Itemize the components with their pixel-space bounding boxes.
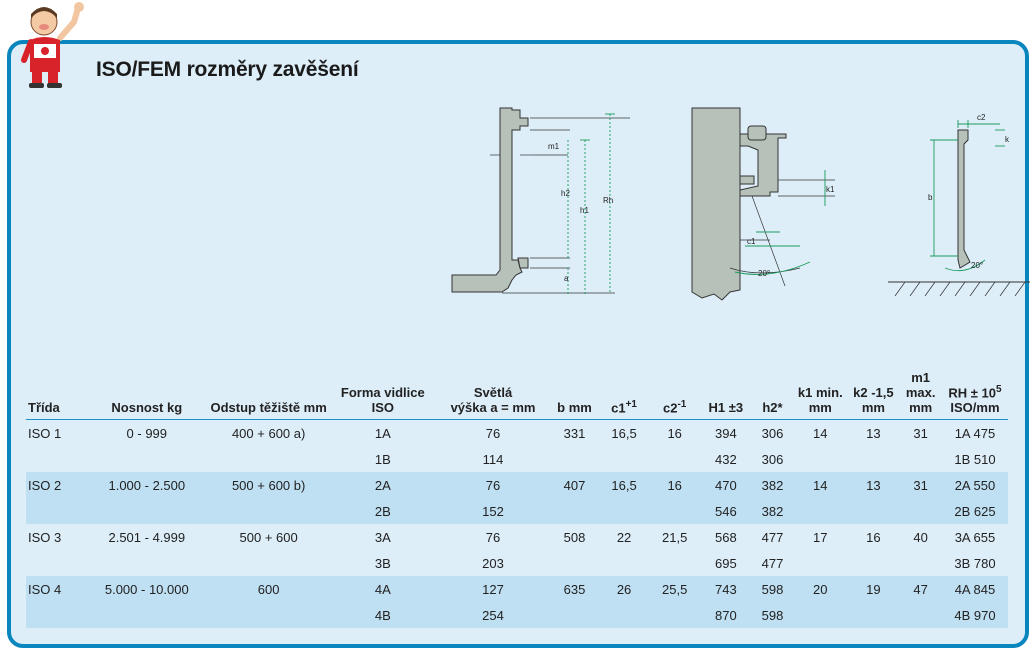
cell-m1: 31	[899, 472, 942, 498]
label-rh: Rh	[603, 196, 614, 205]
label-k1: k1	[826, 185, 835, 194]
cell-trida	[26, 498, 86, 524]
cell-k1: 17	[813, 529, 828, 545]
cell-trida	[26, 446, 86, 472]
cell-svetla: 76	[485, 425, 501, 441]
cell-h1: 743	[700, 576, 752, 602]
cell-c1: 16,5	[611, 425, 637, 441]
cell-k2	[847, 498, 899, 524]
cell-nosnost: 5.000 - 10.000	[86, 576, 207, 602]
cell-c2: 21,5	[662, 529, 688, 545]
col-header-nosnost: Nosnost kg	[111, 400, 183, 415]
cell-svetla: 76	[436, 472, 550, 498]
cell-b	[550, 498, 599, 524]
cell-m1: 47	[899, 576, 942, 602]
cell-k2	[847, 446, 899, 472]
col-header-rh-line1: RH ± 10	[948, 385, 996, 400]
cell-h1: 470	[700, 472, 752, 498]
col-header-m1-line3: mm	[909, 400, 933, 415]
cell-nosnost: 1.000 - 2.500	[86, 472, 207, 498]
col-header-forma: Forma vidlice ISO	[340, 385, 425, 415]
cell-k2: 13	[866, 425, 881, 441]
cell-h2: 477	[761, 529, 784, 545]
cell-k1	[793, 602, 847, 628]
cell-odstup	[208, 602, 330, 628]
cell-trida: ISO 4	[26, 576, 86, 602]
cell-trida	[26, 550, 86, 576]
col-header-svetla-line1: Světlá	[473, 385, 513, 400]
label-m1: m1	[548, 142, 560, 151]
cell-svetla: 76	[485, 529, 501, 545]
cell-trida	[26, 602, 86, 628]
cell-c1	[599, 498, 650, 524]
table-header-row	[26, 370, 1008, 420]
label-c1: c1	[747, 237, 756, 246]
cell-nosnost	[86, 602, 207, 628]
cell-odstup	[208, 550, 330, 576]
table-row	[26, 472, 1008, 498]
cell-odstup	[208, 498, 330, 524]
col-header-trida: Třída	[28, 400, 60, 415]
table-row	[26, 446, 1008, 472]
col-header-k2	[847, 370, 899, 420]
col-header-c1-label: c1	[611, 400, 626, 415]
cell-h1: 394	[714, 425, 737, 441]
col-header-c1	[599, 370, 650, 420]
cell-nosnost: 0 - 999	[126, 425, 168, 441]
cell-h2: 382	[752, 472, 793, 498]
cell-odstup	[208, 446, 330, 472]
page-title: ISO/FEM rozměry zavěšení	[96, 58, 359, 81]
cell-svetla: 203	[482, 555, 504, 571]
col-header-h1: H1 ±3	[708, 400, 744, 415]
cell-rh: 2B 625	[942, 498, 1008, 524]
label-c2: c2	[977, 113, 986, 122]
cell-c2	[649, 602, 700, 628]
col-header-c1-sup: +1	[625, 398, 637, 410]
carriage-side-view-diagram	[692, 108, 786, 300]
cell-odstup: 500 + 600 b)	[208, 472, 330, 498]
cell-rh: 2A 550	[942, 472, 1008, 498]
col-header-b: b mm	[557, 400, 592, 415]
cell-h2: 598	[752, 576, 793, 602]
cell-trida: ISO 1	[28, 425, 62, 441]
table-row	[26, 602, 1008, 628]
cell-forma: 3B	[374, 555, 391, 571]
cell-h2: 598	[752, 602, 793, 628]
label-a: a	[564, 274, 569, 283]
table-row	[26, 420, 1008, 447]
table-row	[26, 550, 1008, 576]
mascot-logo	[14, 0, 84, 90]
col-header-c2-label: c2	[662, 400, 678, 415]
cell-svetla: 152	[436, 498, 550, 524]
cell-svetla: 127	[436, 576, 550, 602]
cell-rh: 4B 970	[942, 602, 1008, 628]
cell-nosnost	[86, 446, 207, 472]
col-header-k2-line1: k2 -1,5	[853, 385, 894, 400]
cell-forma: 1A	[374, 425, 391, 441]
table-row	[26, 498, 1008, 524]
label-b: b	[928, 193, 933, 202]
cell-forma: 4B	[330, 602, 436, 628]
col-header-svetla-line2: výška a = mm	[450, 400, 536, 415]
cell-k1	[793, 498, 847, 524]
col-header-k2-line2: mm	[861, 400, 885, 415]
cell-h1: 432	[714, 451, 737, 467]
cell-rh: 3B 780	[954, 555, 996, 571]
cell-svetla: 114	[482, 451, 504, 467]
cell-m1	[899, 602, 942, 628]
label-angle-1: 20°	[758, 269, 771, 278]
cell-k1: 14	[793, 472, 847, 498]
cell-forma: 1B	[374, 451, 391, 467]
col-header-rh	[942, 370, 1008, 420]
cell-rh: 1B 510	[954, 451, 996, 467]
cell-k1: 20	[793, 576, 847, 602]
cell-m1	[899, 498, 942, 524]
cell-rh: 1A 475	[954, 425, 996, 441]
label-h1: h1	[580, 206, 589, 215]
cell-h2: 477	[761, 555, 784, 571]
cell-b: 407	[550, 472, 599, 498]
cell-h2: 306	[761, 451, 784, 467]
cell-trida: ISO 2	[26, 472, 86, 498]
cell-b	[550, 602, 599, 628]
cell-k1	[793, 446, 847, 472]
cell-h2: 306	[761, 425, 784, 441]
cell-forma: 2B	[330, 498, 436, 524]
col-header-svetla	[436, 370, 550, 420]
cell-c2	[649, 498, 700, 524]
label-k: k	[1005, 135, 1009, 144]
cell-m1	[899, 446, 942, 472]
cell-c2: 16	[649, 472, 700, 498]
cell-c2: 25,5	[649, 576, 700, 602]
cell-b	[550, 550, 599, 576]
cell-b: 635	[550, 576, 599, 602]
cell-k2	[847, 550, 899, 576]
col-header-m1-line2: max.	[905, 385, 936, 400]
cell-forma: 2A	[330, 472, 436, 498]
table-row	[26, 576, 1008, 602]
cell-m1	[899, 550, 942, 576]
col-header-c2	[649, 370, 700, 420]
cell-h1: 695	[714, 555, 737, 571]
cell-k2: 16	[866, 529, 881, 545]
cell-b	[550, 446, 599, 472]
cell-c2: 16	[667, 425, 682, 441]
col-header-k1-line2: mm	[808, 400, 832, 415]
cell-odstup: 400 + 600 a)	[231, 425, 306, 441]
cell-forma: 3A	[374, 529, 391, 545]
cell-c1	[599, 446, 650, 472]
cell-c1: 26	[599, 576, 650, 602]
col-header-rh-line2: ISO/mm	[950, 400, 1000, 415]
dimensions-table	[26, 370, 1008, 628]
cell-m1: 40	[913, 529, 928, 545]
label-h2: h2	[561, 189, 570, 198]
col-header-odstup: Odstup těžiště mm	[210, 400, 327, 415]
cell-h1: 870	[700, 602, 752, 628]
col-header-rh-sup: 5	[995, 383, 1002, 395]
cell-k2	[847, 602, 899, 628]
col-header-k1-line1: k1 min.	[797, 385, 843, 400]
label-angle-2: 20°	[971, 261, 984, 270]
col-header-m1-line1: m1	[911, 370, 931, 385]
cell-forma: 4A	[330, 576, 436, 602]
col-header-c2-sup: -1	[677, 398, 687, 410]
cell-c2	[649, 550, 700, 576]
cell-trida: ISO 3	[28, 529, 62, 545]
cell-c1	[599, 550, 650, 576]
cell-b: 508	[563, 529, 586, 545]
cell-rh: 3A 655	[954, 529, 996, 545]
cell-nosnost: 2.501 - 4.999	[108, 529, 186, 545]
cell-c2	[649, 446, 700, 472]
col-header-m1	[899, 370, 942, 420]
cell-h2: 382	[752, 498, 793, 524]
cell-c1	[599, 602, 650, 628]
col-header-h2: h2*	[762, 400, 783, 415]
table-row	[26, 524, 1008, 550]
cell-k1: 14	[813, 425, 828, 441]
cell-k2: 13	[847, 472, 899, 498]
fork-hook-profile-diagram	[888, 130, 1030, 282]
cell-m1: 31	[913, 425, 928, 441]
cell-svetla: 254	[436, 602, 550, 628]
cell-c1: 22	[616, 529, 632, 545]
col-header-k1	[793, 370, 847, 420]
cell-odstup: 600	[208, 576, 330, 602]
cell-nosnost	[86, 498, 207, 524]
cell-h1: 568	[714, 529, 737, 545]
cell-c1: 16,5	[599, 472, 650, 498]
cell-h1: 546	[700, 498, 752, 524]
cell-k2: 19	[847, 576, 899, 602]
cell-odstup: 500 + 600	[239, 529, 298, 545]
cell-nosnost	[86, 550, 207, 576]
fork-dimension-diagrams	[440, 100, 1030, 315]
table-body	[26, 420, 1008, 629]
cell-b: 331	[563, 425, 586, 441]
cell-rh: 4A 845	[942, 576, 1008, 602]
cell-k1	[793, 550, 847, 576]
